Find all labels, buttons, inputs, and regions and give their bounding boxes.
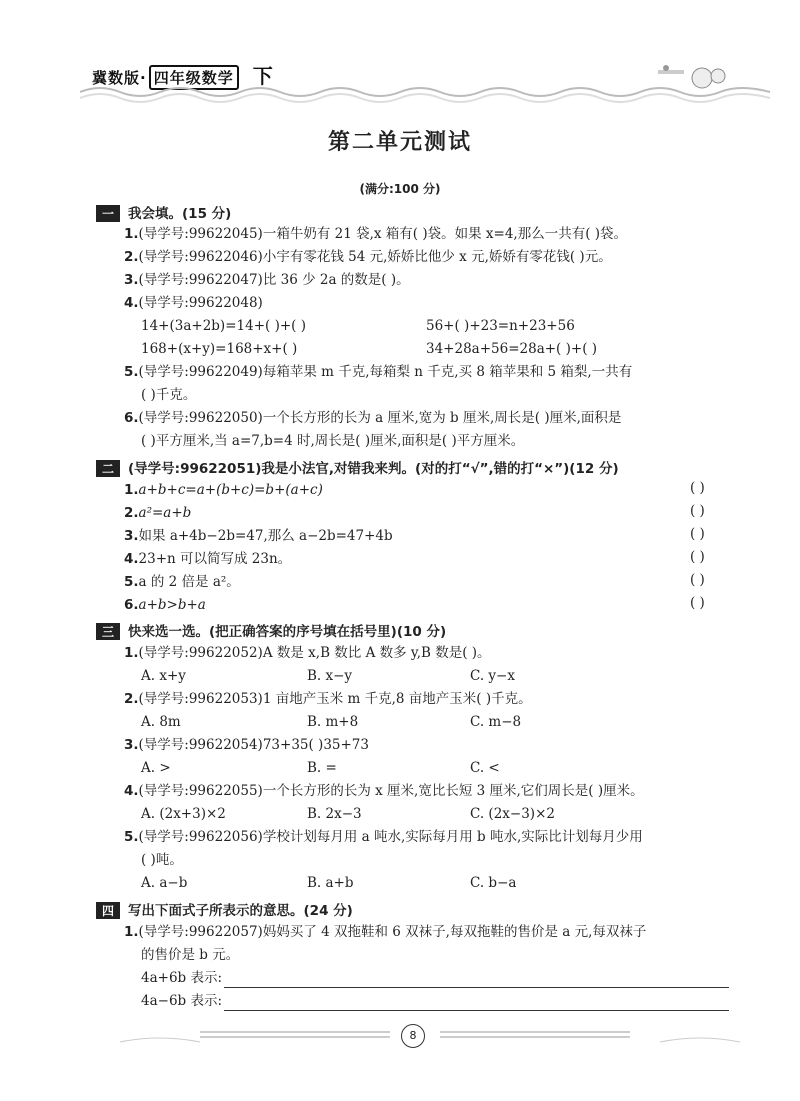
q3-1-option-a: A. x+y [141,668,186,684]
page-title: 第二单元测试 [327,130,472,155]
q3-2-option-a: A. 8m [141,714,181,730]
full-score: (满分:100 分) [359,182,441,196]
q4-1b: 的售价是 b 元。 [141,947,240,963]
q1-1: 1.(导学号:99622045)一箱牛奶有 21 袋,x 箱有( )袋。如果 x=4,那么一共有( )袋。 [124,226,628,242]
answer-paren: ( ) [690,503,705,519]
q2-6: 6.a+b>b+a [124,597,206,613]
q3-1-option-c: C. y−x [470,668,515,684]
q1-5b: ( )千克。 [141,387,197,403]
section-badge: 一 [96,205,120,222]
q2-3: 3.如果 a+4b−2b=47,那么 a−2b=47+4b [124,528,393,544]
answer-paren: ( ) [690,480,705,496]
q3-5: 5.(导学号:99622056)学校计划每月用 a 吨水,实际每月用 b 吨水,实际比计划每月少用 [124,829,643,845]
answer-paren: ( ) [690,572,705,588]
q3-2-option-b: B. m+8 [307,714,359,730]
q1-2: 2.(导学号:99622046)小宇有零花钱 54 元,娇娇比他少 x 元,娇娇有零花钱( )元。 [124,249,612,265]
answer-paren: ( ) [690,526,705,542]
section-title: 写出下面式子所表示的意思。(24 分) [128,903,353,919]
q3-5-option-b: B. a+b [307,875,354,891]
answer-line[interactable] [224,994,729,1011]
q1-3: 3.(导学号:99622047)比 36 少 2a 的数是( )。 [124,272,410,288]
q3-4-option-a: A. (2x+3)×2 [141,806,226,822]
q3-2: 2.(导学号:99622053)1 亩地产玉米 m 千克,8 亩地产玉米( )千克。 [124,691,532,707]
section-title: (导学号:99622051)我是小法官,对错我来判。(对的打“√”,错的打“×”)(12 分) [128,461,619,477]
q1-4a: 14+(3a+2b)=14+( )+( ) [141,318,306,334]
section-1-heading [96,202,231,222]
q2-1: 1.a+b+c=a+(b+c)=b+(a+c) [124,482,323,498]
q4-1: 1.(导学号:99622057)妈妈买了 4 双拖鞋和 6 双袜子,每双拖鞋的售价是 a 元,每双袜子 [124,924,647,940]
q4-expr-2: 4a−6b 表示: [141,991,729,1011]
answer-paren: ( ) [690,549,705,565]
q1-5: 5.(导学号:99622049)每箱苹果 m 千克,每箱梨 n 千克,买 8 箱苹果和 5 箱梨,一共有 [124,364,633,380]
q1-4c: 168+(x+y)=168+x+( ) [141,341,298,357]
children-illustration-icon [650,56,730,96]
volume-label: 下 [252,64,274,88]
q3-3: 3.(导学号:99622054)73+35( )35+73 [124,737,369,753]
q2-5: 5.a 的 2 倍是 a²。 [124,574,240,590]
q1-6: 6.(导学号:99622050)一个长方形的长为 a 厘米,宽为 b 厘米,周长是( )厘米,面积是 [124,410,622,426]
footer-decoration [120,1020,740,1050]
q3-4: 4.(导学号:99622055)一个长方形的长为 x 厘米,宽比长短 3 厘米,它们周长是( )厘米。 [124,783,644,799]
q3-3-option-b: B. = [307,760,337,776]
q1-4: 4.(导学号:99622048) [124,295,263,311]
brand-text: 冀数版· [92,69,147,87]
section-3-heading [96,620,446,640]
q3-5-option-a: A. a−b [141,875,188,891]
section-badge: 四 [96,902,120,919]
q4-expr-1: 4a+6b 表示: [141,968,729,988]
answer-paren: ( ) [690,595,705,611]
section-title: 我会填。(15 分) [128,206,232,222]
answer-line[interactable] [224,971,729,988]
q3-1: 1.(导学号:99622052)A 数是 x,B 数比 A 数多 y,B 数是( )。 [124,645,491,661]
q3-5-option-c: C. b−a [470,875,517,891]
section-4-heading [96,899,353,919]
section-2-heading [96,457,619,477]
q1-4b: 56+( )+23=n+23+56 [426,318,575,334]
grade-label: 四年级数学 [149,65,239,90]
q3-2-option-c: C. m−8 [470,714,522,730]
q1-4d: 34+28a+56=28a+( )+( ) [426,341,598,357]
q3-3-option-c: C. < [470,760,500,776]
q3-5b: ( )吨。 [141,852,183,868]
section-badge: 二 [96,460,120,477]
q3-3-option-a: A. > [141,760,171,776]
section-badge: 三 [96,623,120,640]
q2-4: 4.23+n 可以简写成 23n。 [124,551,292,567]
q3-1-option-b: B. x−y [307,668,353,684]
q2-2: 2.a²=a+b [124,505,192,521]
q3-4-option-b: B. 2x−3 [307,806,362,822]
q3-4-option-c: C. (2x−3)×2 [470,806,555,822]
page-number: 8 [401,1024,425,1048]
section-title: 快来选一选。(把正确答案的序号填在括号里)(10 分) [128,624,447,640]
q1-6b: ( )平方厘米,当 a=7,b=4 时,周长是( )厘米,面积是( )平方厘米。 [141,433,525,449]
page-header [0,0,800,110]
